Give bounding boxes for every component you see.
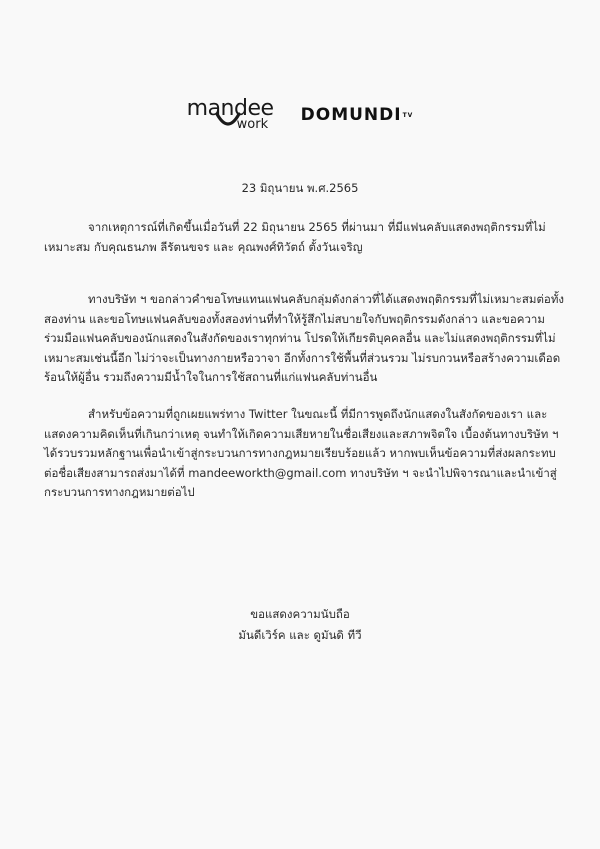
paragraph-apology <box>44 290 564 388</box>
paragraph-incident <box>44 218 564 257</box>
signatories-text: มันดีเวิร์ค และ ดูมันดิ ทีวี <box>238 628 362 642</box>
mandee-work-logo <box>187 98 279 138</box>
document-date: 23 มิถุนายน พ.ศ.2565 <box>241 181 359 195</box>
closing-text: ขอแสดงความนับถือ <box>250 607 350 621</box>
paragraph-apology-text: ทางบริษัท ฯ ขอกล่าวคำขอโทษแทนแฟนคลับกลุ่มดังกล่าวที่ได้แสดงพฤติกรรมที่ไม่เหมาะสมต่อทั้งสองท่าน และขอโทษแฟนคลับของทั้งสองท่านที่ทำให้รู้สึกไม่สบายใจกับพฤติกรรมดังกล่าว และขอความร่วมมือแฟนคลับของนักแสดงในสังกัดของเราทุกท่าน โปรดให้เกียรติบุคคลอื่น และไม่แสดงพฤติกรรมที่ไม่เหมาะสมเช่นนี้อีก ไม่ว่าจะเป็นทางกายหรือวาจา อีกทั้งการใช้พื้นที่ส่วนรวม ไม่รบกวนหรือสร้างความเดือดร้อนให้ผู้อื่น รวมถึงความมีน้ำใจในการใช้สถานที่แก่แฟนคลับท่านอื่น <box>44 292 565 384</box>
logo-header <box>0 98 600 138</box>
signature-block <box>0 604 600 646</box>
paragraph-legal <box>44 405 564 503</box>
domundi-logo-text: DOMUNDI <box>300 105 402 125</box>
paragraph-legal-text: สำหรับข้อความที่ถูกเผยแพร่ทาง Twitter ในขณะนี้ ที่มีการพูดถึงนักแสดงในสังกัดของเรา และแสดงความคิดเห็นที่เกินกว่าเหตุ จนทำให้เกิดความเสียหายในชื่อเสียงและสภาพจิตใจ เบื้องต้นทางบริษัท ฯ ได้รวบรวมหลักฐานเพื่อนำเข้าสู่กระบวนการทางกฎหมายเรียบร้อยแล้ว หากพบเห็นข้อความที่ส่งผลกระทบต่อชื่อเสียงสามารถส่งมาได้ที่ mandeeworkth@gmail.com ทางบริษัท ฯ จะนำไปพิจารณาและนำเข้าสู่กระบวนการทางกฎหมายต่อไป <box>44 407 559 499</box>
work-logo-text: work <box>236 117 269 132</box>
mandee-logo-text: mandee <box>186 96 274 121</box>
domundi-tv-logo <box>301 105 414 125</box>
paragraph-incident-text: จากเหตุการณ์ที่เกิดขึ้นเมื่อวันที่ 22 มิถุนายน 2565 ที่ผ่านมา ที่มีแฟนคลับแสดงพฤติกรรมที่ไม่เหมาะสม กับคุณธนภพ ลีรัตนขจร และ คุณพงศ์ทิวัตถ์ ตั้งวันเจริญ <box>44 220 546 254</box>
tv-mark: TV <box>402 111 414 119</box>
